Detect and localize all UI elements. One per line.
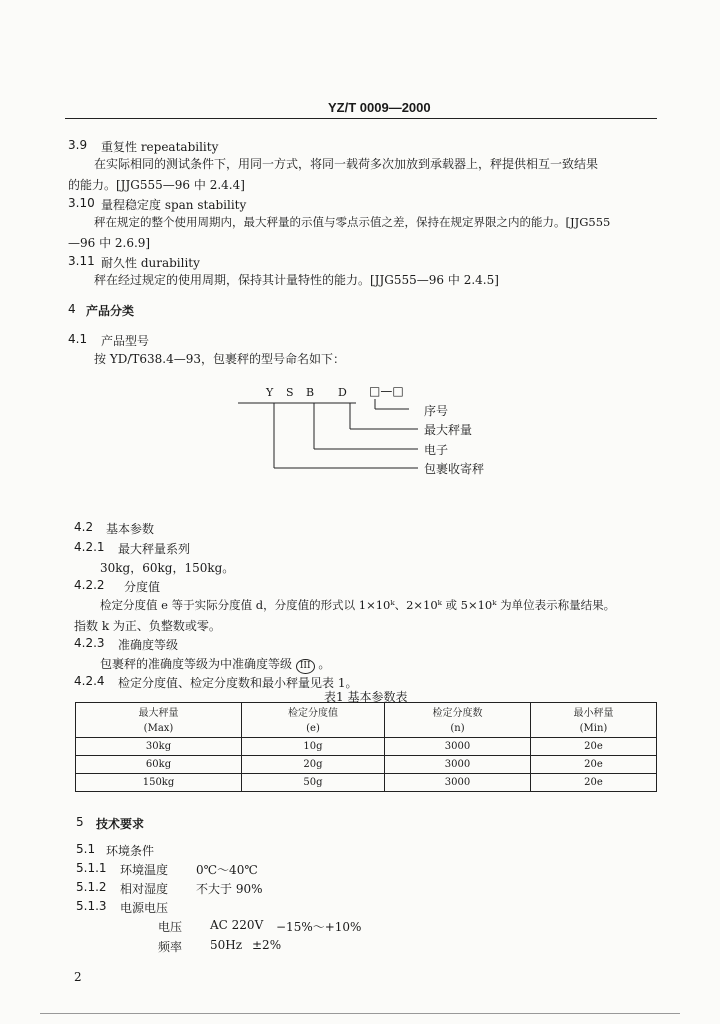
table-row (76, 738, 657, 756)
section-3-9-body-line2: 的能力。[JJG555—96 中 2.4.4] (68, 178, 245, 192)
section-5-1-title: 环境条件 (106, 844, 155, 858)
table-header-max: 最大秤量 (76, 703, 242, 721)
table-subheader-row (76, 720, 657, 738)
section-3-9-title: 重复性 repeatability (101, 140, 219, 154)
table-cell: 20g (242, 756, 385, 774)
table-header-n: 检定分度数 (385, 703, 531, 721)
table-cell: 50g (242, 774, 385, 792)
table-cell: 60kg (76, 756, 242, 774)
diagram-letter-y: Y (266, 386, 274, 399)
section-4-2-1-body: 30kg，60kg，150kg。 (100, 561, 235, 575)
table-row (76, 756, 657, 774)
section-3-9-body-line1: 在实际相同的测试条件下，用同一方式，将同一载荷多次加放到承载器上，秤提供相互一致结果 (94, 157, 599, 171)
table-cell: 30kg (76, 738, 242, 756)
section-4-title: 产品分类 (86, 304, 135, 318)
voltage-label: 电压 (158, 920, 183, 934)
section-3-10-number: 3.10 (68, 196, 95, 210)
diagram-label-max-capacity: 最大秤量 (424, 423, 473, 437)
section-4-2-4-title: 检定分度值、检定分度数和最小秤量见表 1。 (118, 676, 358, 690)
section-4-2-2-body-line2: 指数 k 为正、负整数或零。 (74, 619, 221, 633)
table-row (76, 774, 657, 792)
diagram-letter-d: D (338, 386, 347, 399)
section-3-10-title: 量程稳定度 span stability (101, 198, 247, 212)
voltage-value: AC 220V (210, 918, 264, 932)
section-4-2-2-body-line1: 检定分度值 e 等于实际分度值 d，分度值的形式以 1×10ᵏ、2×10ᵏ 或 5×10ᵏ 为单位表示称量结果。 (100, 598, 616, 612)
section-3-10-body-line1: 秤在规定的整个使用周期内，最大秤量的示值与零点示值之差，保持在规定界限之内的能力。[JJG555 (94, 215, 611, 229)
table-cell: 20e (531, 738, 657, 756)
page-number: 2 (74, 970, 82, 984)
section-4-2-3-body (100, 655, 330, 674)
diagram-letter-b: B (306, 386, 315, 399)
section-3-11-number: 3.11 (68, 254, 95, 268)
table-header-e: 检定分度值 (242, 703, 385, 721)
table-cell: 3000 (385, 756, 531, 774)
accuracy-class-symbol: III (296, 659, 315, 674)
section-4-2-number: 4.2 (74, 520, 94, 534)
voltage-tolerance: −15%～+10% (276, 920, 362, 934)
section-5-1-3-title: 电源电压 (120, 901, 169, 915)
table-subheader-e: (e) (242, 720, 385, 738)
table-cell: 20e (531, 756, 657, 774)
table-subheader-n: (n) (385, 720, 531, 738)
section-5-1-number: 5.1 (76, 842, 96, 856)
table-1-caption: 表1 基本参数表 (324, 690, 408, 704)
section-4-1-title: 产品型号 (101, 334, 150, 348)
section-4-2-2-number: 4.2.2 (74, 578, 105, 592)
diagram-label-electronic: 电子 (424, 443, 449, 457)
section-4-2-3-title: 准确度等级 (118, 638, 179, 652)
basic-parameters-table (75, 702, 657, 792)
table-cell: 3000 (385, 738, 531, 756)
diagram-box-code: □—□ (369, 384, 404, 398)
section-5-1-2-number: 5.1.2 (76, 880, 107, 894)
diagram-label-parcel-scale: 包裹收寄秤 (424, 462, 485, 476)
accuracy-body-post: 。 (318, 657, 331, 671)
table-cell: 150kg (76, 774, 242, 792)
section-4-2-4-number: 4.2.4 (74, 674, 105, 688)
section-3-11-body: 秤在经过规定的使用周期，保持其计量特性的能力。[JJG555—96 中 2.4.5] (94, 273, 499, 287)
section-5-1-3-number: 5.1.3 (76, 899, 107, 913)
footer-rule (40, 1013, 680, 1014)
table-header-min: 最小秤量 (531, 703, 657, 721)
section-5-1-2-value: 不大于 90% (196, 882, 263, 896)
frequency-value: 50Hz (210, 938, 243, 952)
section-3-11-title: 耐久性 durability (101, 256, 200, 270)
section-4-1-number: 4.1 (68, 332, 88, 346)
table-subheader-max: (Max) (76, 720, 242, 738)
section-4-2-title: 基本参数 (106, 522, 155, 536)
frequency-label: 频率 (158, 940, 183, 954)
frequency-tolerance: ±2% (252, 938, 282, 952)
table-subheader-min: (Min) (531, 720, 657, 738)
section-3-10-body-line2: —96 中 2.6.9] (68, 236, 151, 250)
accuracy-body-pre: 包裹秤的准确度等级为中准确度等级 (100, 657, 293, 671)
diagram-label-serial: 序号 (424, 404, 449, 418)
diagram-letter-s: S (286, 386, 294, 399)
section-5-title: 技术要求 (96, 817, 145, 831)
section-4-2-3-number: 4.2.3 (74, 636, 105, 650)
section-3-9-number: 3.9 (68, 138, 88, 152)
section-4-1-body: 按 YD/T638.4—93，包裹秤的型号命名如下： (94, 352, 346, 366)
section-4-2-1-number: 4.2.1 (74, 540, 105, 554)
table-cell: 20e (531, 774, 657, 792)
section-5-1-2-title: 相对湿度 (120, 882, 169, 896)
table-cell: 10g (242, 738, 385, 756)
table-header-row (76, 703, 657, 721)
section-5-1-1-value: 0℃～40℃ (196, 863, 258, 877)
section-5-1-1-title: 环境温度 (120, 863, 169, 877)
section-4-2-2-title: 分度值 (124, 580, 161, 594)
table-cell: 3000 (385, 774, 531, 792)
section-4-2-1-title: 最大秤量系列 (118, 542, 191, 556)
section-4-number: 4 (68, 302, 76, 316)
section-5-number: 5 (76, 815, 84, 829)
standard-code: YZ/T 0009—2000 (328, 100, 431, 115)
section-5-1-1-number: 5.1.1 (76, 861, 107, 875)
